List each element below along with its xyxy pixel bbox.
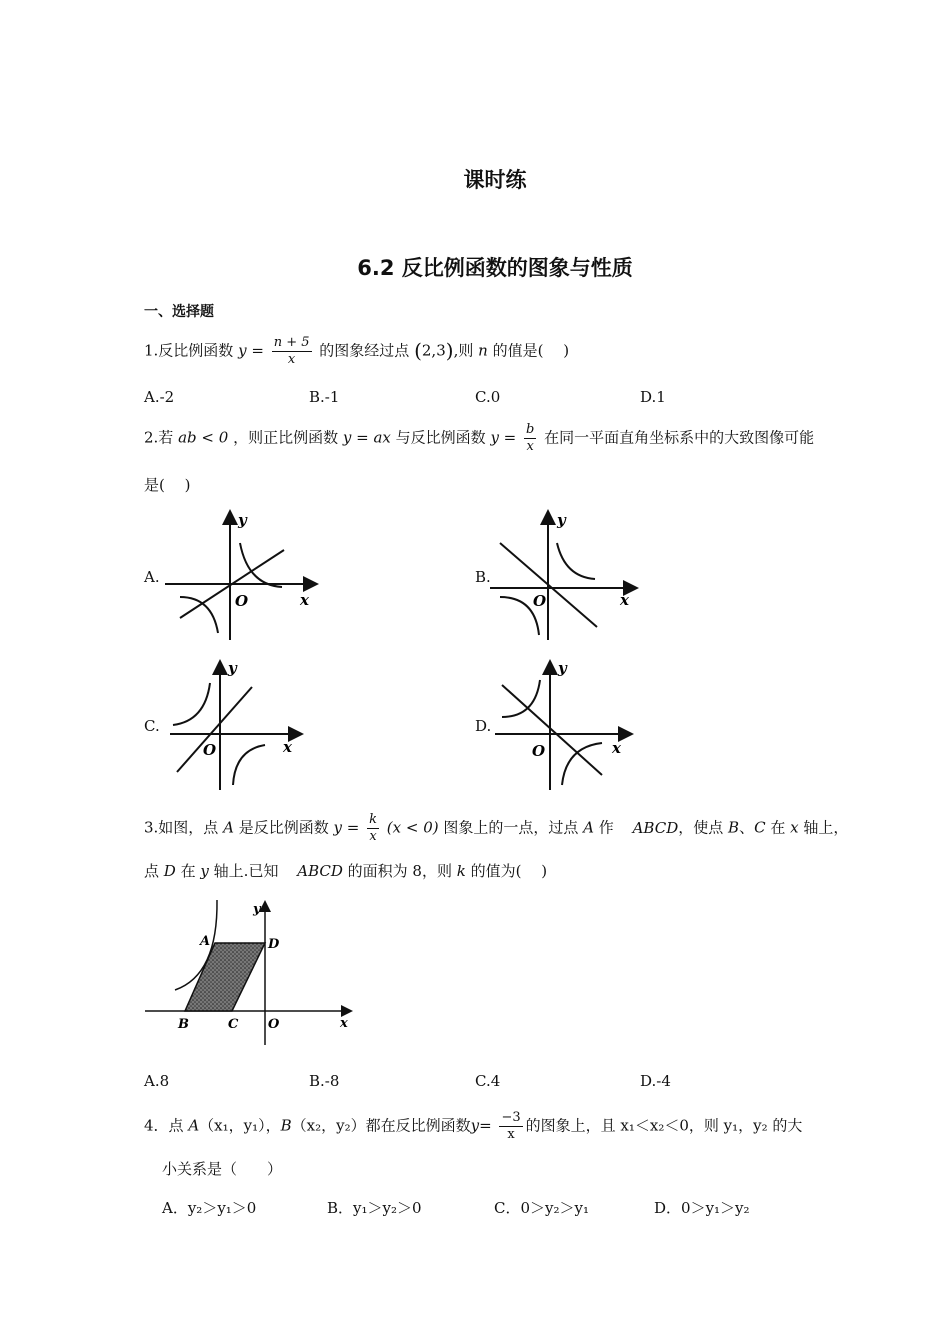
q2-graph-b[interactable] — [485, 505, 655, 645]
q3-line2-e: 的值为( ) — [470, 862, 548, 880]
q1-point: 2,3 — [421, 341, 446, 360]
q4-point-a: A — [188, 1116, 200, 1135]
q2-prefix: 2.若 — [144, 428, 174, 447]
q2-frac-den: x — [526, 439, 534, 454]
y-axis-label: y — [557, 511, 566, 529]
q4-frac-num: −3 — [501, 1110, 521, 1125]
section-heading: 一、选择题 — [144, 304, 214, 320]
q3-var-k: k — [456, 862, 466, 880]
q3-var-y: y — [200, 862, 209, 880]
q4-line2: 小关系是（ ） — [162, 1160, 283, 1178]
label-c: C — [228, 1017, 239, 1032]
q3-line2-b: 在 — [180, 862, 196, 880]
q4-option-d[interactable]: D．0＞y₁＞y₂ — [654, 1199, 750, 1217]
parallelogram-abcd — [185, 943, 265, 1011]
q3-line2-c: 轴上.已知 — [213, 862, 279, 880]
question-4-stem — [144, 1110, 802, 1143]
q1-prefix: 1.反比例函数 — [144, 341, 234, 360]
q2-option-a-label[interactable]: A. — [144, 568, 160, 586]
label-o: O — [268, 1017, 280, 1032]
q3-var-x: x — [790, 818, 799, 837]
q3-text3: 作 — [598, 818, 614, 837]
label-d: D — [268, 937, 280, 952]
q3-func-lhs: y = — [333, 818, 360, 837]
q1-frac-num: n + 5 — [273, 335, 310, 350]
q3-prefix: 3.如图，点 — [144, 818, 219, 837]
q3-text2: 图象上的一点，过点 — [443, 818, 579, 837]
q4-coord-b: （x₂，y₂）都在反比例函数 — [291, 1116, 471, 1135]
q3-point-a-2: A — [583, 818, 595, 837]
q4-frac-den: x — [507, 1127, 515, 1142]
origin-label: O — [533, 592, 547, 610]
q2-graph-d[interactable] — [490, 655, 660, 795]
q4-option-a[interactable]: A．y₂＞y₁＞0 — [162, 1199, 257, 1217]
page-title: 课时练 — [463, 168, 527, 192]
q2-func1: y = ax — [342, 428, 391, 447]
q1-frac-den: x — [287, 352, 296, 367]
q2-text3: 在同一平面直角坐标系中的大致图像可能 — [544, 428, 815, 447]
q3-fraction — [367, 812, 379, 845]
q4-prefix: 4．点 — [144, 1116, 184, 1135]
q2-graph-c[interactable] — [165, 655, 335, 795]
hyperbola-branch — [562, 743, 602, 785]
q3-frac-den: x — [369, 829, 377, 844]
label-y: y — [253, 902, 261, 917]
q4-text1: 的图象上，且 x₁＜x₂＜0，则 y₁，y₂ 的大 — [525, 1116, 803, 1135]
label-x: x — [340, 1016, 348, 1031]
x-axis-label: x — [620, 591, 629, 609]
q3-option-a[interactable]: A.8 — [144, 1072, 170, 1090]
origin-label: O — [235, 592, 249, 610]
origin-label: O — [203, 741, 217, 759]
q1-suffix-b: 的值是( ) — [492, 341, 570, 360]
q3-point-b: B — [728, 818, 740, 837]
q3-option-d[interactable]: D.-4 — [640, 1072, 671, 1090]
q1-option-c[interactable]: C.0 — [475, 388, 501, 406]
q2-func2-lhs: y = — [490, 428, 517, 447]
q1-option-b[interactable]: B.-1 — [309, 388, 340, 406]
q2-fraction — [524, 422, 536, 455]
q2-text2: 与反比例函数 — [395, 428, 486, 447]
q4-option-b[interactable]: B．y₁＞y₂＞0 — [327, 1199, 422, 1217]
q3-point-a: A — [223, 818, 234, 837]
q3-text4: ，使点 — [678, 818, 724, 837]
q1-option-d[interactable]: D.1 — [640, 388, 666, 406]
q1-suffix-a: ,则 — [453, 341, 474, 360]
x-axis-label: x — [612, 739, 621, 757]
hyperbola-branch — [233, 745, 265, 785]
q3-text1: 是反比例函数 — [238, 818, 329, 837]
q3-point-d: D — [163, 862, 176, 880]
question-3-stem — [144, 812, 848, 845]
q3-parallelogram-2: ABCD — [297, 862, 343, 880]
q3-text5: 在 — [770, 818, 786, 837]
q3-frac-num: k — [369, 812, 377, 827]
q1-fraction — [272, 335, 312, 368]
label-a: A — [200, 934, 211, 949]
q3-figure — [140, 895, 360, 1055]
q3-text6: 轴上， — [803, 818, 849, 837]
q3-point-c: C — [754, 818, 766, 837]
q3-domain: (x < 0) — [386, 818, 439, 837]
q3-option-c[interactable]: C.4 — [475, 1072, 501, 1090]
q2-line2: 是( ) — [144, 476, 191, 494]
q3-sep: 、 — [739, 818, 755, 837]
q4-point-b: B — [280, 1116, 292, 1135]
y-axis-label: y — [558, 659, 567, 677]
q2-text1: ，则正比例函数 — [233, 428, 339, 447]
q3-parallelogram: ABCD — [632, 818, 679, 837]
q3-line2-d: 的面积为 8，则 — [347, 862, 452, 880]
label-b: B — [178, 1017, 189, 1032]
q3-option-b[interactable]: B.-8 — [309, 1072, 340, 1090]
q1-func-lhs: y = — [238, 341, 264, 360]
hyperbola-branch — [502, 680, 540, 717]
q3-line2 — [144, 860, 547, 881]
q3-line2-a: 点 — [144, 862, 160, 880]
hyperbola-branch — [557, 543, 595, 579]
q2-option-b-label[interactable]: B. — [475, 568, 491, 586]
direct-line — [502, 685, 602, 775]
q1-var: n — [478, 341, 488, 360]
q4-coord-a: （x₁，y₁）， — [199, 1116, 281, 1135]
y-axis-label: y — [238, 511, 247, 529]
q1-option-a[interactable]: A.-2 — [144, 388, 175, 406]
y-axis-label: y — [228, 659, 237, 677]
lesson-title: 6.2 反比例函数的图象与性质 — [357, 256, 633, 280]
x-axis-label: x — [300, 591, 309, 609]
q1-mid: 的图象经过点 — [319, 341, 410, 360]
x-axis-label: x — [283, 738, 292, 756]
question-2-stem — [144, 422, 814, 455]
q2-option-c-label[interactable]: C. — [144, 717, 160, 735]
q4-func-lhs: y= — [470, 1116, 492, 1135]
q2-cond: ab < 0 — [178, 428, 229, 447]
q2-option-d-label[interactable]: D. — [475, 717, 492, 735]
q4-fraction — [499, 1110, 522, 1143]
q2-graph-a[interactable] — [160, 505, 330, 645]
origin-label: O — [532, 742, 546, 760]
q2-frac-num: b — [526, 422, 535, 437]
hyperbola-branch — [173, 683, 210, 725]
question-1-stem: 1.反比例函数 y = $\frac{n + 5}{x}$ 的图象经过点 (2,3),则 n 的值是( ) — [144, 335, 570, 367]
q4-option-c[interactable]: C．0＞y₂＞y₁ — [494, 1199, 589, 1217]
